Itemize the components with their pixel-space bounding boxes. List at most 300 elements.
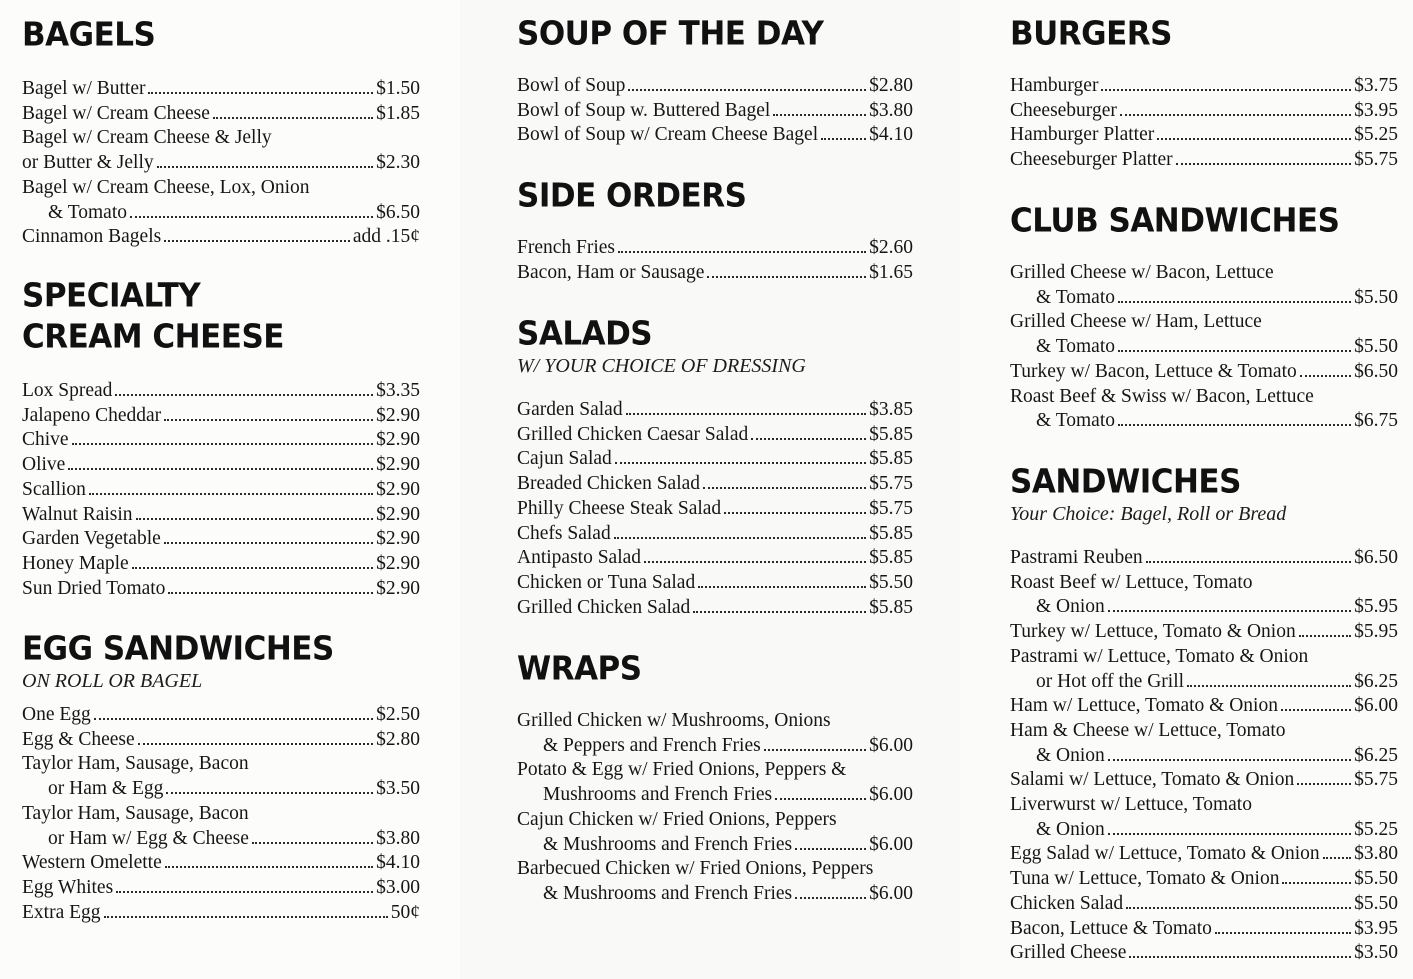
dotted-leader [618, 251, 866, 253]
menu-item-price: $2.90 [376, 429, 420, 451]
menu-item-name: & Tomato [48, 201, 127, 223]
menu-item-name: Antipasto Salad [517, 547, 642, 569]
menu-item-name: & Onion [1036, 744, 1105, 766]
menu-item-row [1010, 744, 1398, 769]
dotted-leader [168, 592, 373, 594]
menu-item-price: $2.90 [376, 404, 420, 426]
menu-item-description: Roast Beef & Swiss w/ Bacon, Lettuce [1010, 385, 1314, 407]
dotted-leader [751, 438, 866, 440]
menu-item-name: Garden Vegetable [22, 528, 161, 550]
menu-item-price: $5.95 [1354, 621, 1398, 643]
dotted-leader [775, 798, 866, 800]
menu-item-row [517, 546, 913, 571]
menu-item-name: Bacon, Lettuce & Tomato [1010, 917, 1212, 939]
menu-item-price: $5.75 [869, 473, 913, 495]
items-list [22, 77, 420, 250]
items-list [22, 379, 420, 601]
menu-item-description: Barbecued Chicken w/ Fried Onions, Peppers [517, 858, 874, 880]
menu-item [517, 74, 913, 99]
dotted-leader [626, 413, 867, 415]
menu-item-name: Bagel w/ Butter [22, 78, 146, 99]
dotted-leader [773, 114, 866, 116]
menu-item-name: Bowl of Soup w/ Cream Cheese Bagel [517, 124, 819, 146]
menu-item-description: Liverwurst w/ Lettuce, Tomato [1010, 794, 1252, 816]
menu-item-name: One Egg [22, 704, 91, 725]
menu-item-row [22, 77, 420, 102]
menu-item-row [1010, 123, 1398, 148]
menu-item-row [22, 102, 420, 127]
menu-item-row [22, 478, 420, 503]
menu-item-price: $5.95 [1354, 596, 1398, 618]
menu-item [22, 478, 420, 503]
menu-item [517, 472, 913, 497]
menu-item-name: Pastrami Reuben [1010, 547, 1143, 568]
menu-item-price: $5.50 [1354, 336, 1398, 358]
dotted-leader [165, 866, 373, 868]
menu-item [517, 546, 913, 571]
menu-item-price: $5.85 [869, 522, 913, 544]
menu-item-row [22, 503, 420, 528]
menu-item [517, 99, 913, 124]
menu-item-row [517, 734, 913, 759]
menu-item-name: Western Omelette [22, 852, 162, 874]
menu-item [1010, 360, 1398, 385]
menu-item-row [517, 522, 913, 547]
dotted-leader [764, 749, 866, 751]
menu-item-row [517, 423, 913, 448]
menu-item-name: French Fries [517, 237, 616, 258]
menu-item-row [22, 453, 420, 478]
menu-item-price: $4.10 [376, 852, 420, 874]
menu-item [22, 404, 420, 429]
dotted-leader [644, 561, 866, 563]
menu-item-name: Bacon, Ham or Sausage [517, 261, 705, 283]
dotted-leader [1101, 89, 1351, 91]
menu-item-row [517, 571, 913, 596]
menu-item-description: Bagel w/ Cream Cheese & Jelly [22, 127, 272, 149]
menu-item-row [22, 577, 420, 602]
menu-item-price: $5.85 [869, 596, 913, 618]
items-list [22, 703, 420, 925]
menu-item-price: $5.85 [869, 423, 913, 445]
dotted-leader [1323, 857, 1351, 859]
menu-item-row [22, 225, 420, 250]
menu-item-name: or Ham w/ Egg & Cheese [48, 827, 249, 849]
items-list [1010, 74, 1398, 173]
menu-item-row [22, 379, 420, 404]
menu-item [22, 901, 420, 926]
dotted-leader [164, 419, 373, 421]
section-bagels [22, 14, 420, 250]
menu-item-row [1010, 842, 1398, 867]
dotted-leader [1297, 783, 1351, 785]
dotted-leader [1126, 907, 1351, 909]
dotted-leader [821, 138, 866, 140]
menu-item-row [1010, 335, 1398, 360]
menu-item-name: Bowl of Soup w. Buttered Bagel [517, 99, 771, 121]
menu-item-price: $2.60 [869, 237, 913, 258]
section-side-orders [517, 175, 913, 285]
dotted-leader [724, 512, 866, 514]
menu-item-price: $5.50 [1354, 892, 1398, 914]
menu-item-price: $3.00 [376, 876, 420, 898]
menu-item-price: $1.65 [869, 261, 913, 283]
items-list [517, 74, 913, 148]
menu-item [1010, 719, 1398, 768]
menu-item-price: $2.90 [376, 552, 420, 574]
section-title-line-2: CREAM CHEESE [22, 318, 284, 356]
items-list [517, 709, 913, 907]
menu-item-row [1010, 694, 1398, 719]
dotted-leader [213, 117, 373, 119]
section-burgers [1010, 13, 1398, 173]
section-sandwiches [1010, 461, 1398, 966]
menu-item-name: or Butter & Jelly [22, 152, 154, 174]
menu-item [1010, 867, 1398, 892]
menu-item-price: $5.85 [869, 547, 913, 569]
dotted-leader [166, 792, 373, 794]
dotted-leader [164, 542, 373, 544]
dotted-leader [795, 897, 866, 899]
menu-item-name: Cajun Salad [517, 448, 612, 470]
section-title: WRAPS [517, 650, 642, 688]
menu-item-price: $6.00 [1354, 695, 1398, 717]
menu-item [22, 379, 420, 404]
menu-item-name: Grilled Chicken Salad [517, 596, 691, 618]
menu-item [1010, 123, 1398, 148]
menu-item-row [1010, 409, 1398, 434]
menu-item-description: Grilled Chicken w/ Mushrooms, Onions [517, 710, 831, 731]
menu-item-row [517, 783, 913, 808]
section-egg-sandwiches [22, 628, 420, 925]
menu-item [1010, 941, 1398, 966]
section-soup-of-the-day [517, 13, 913, 148]
menu-item [22, 527, 420, 552]
menu-item-name: & Peppers and French Fries [543, 734, 761, 756]
menu-item-price: $2.90 [376, 478, 420, 500]
menu-item-price: $6.00 [869, 833, 913, 855]
menu-item [1010, 892, 1398, 917]
menu-item-row [22, 901, 420, 926]
menu-item-row [1010, 148, 1398, 173]
menu-item [22, 503, 420, 528]
items-list [1010, 261, 1398, 434]
menu-item-price: $2.30 [376, 152, 420, 174]
menu-item-name: Olive [22, 454, 66, 476]
menu-item-price: $3.35 [376, 380, 420, 401]
menu-item-row [1010, 546, 1398, 571]
section-specialty-cream-cheese [22, 275, 420, 601]
menu-item [1010, 793, 1398, 842]
menu-item-row [517, 447, 913, 472]
section-title: EGG SANDWICHES [22, 630, 334, 668]
menu-item-name: Bagel w/ Cream Cheese [22, 102, 210, 124]
menu-item-price: 50¢ [390, 901, 420, 923]
menu-item-row [1010, 818, 1398, 843]
menu-item-name: Scallion [22, 478, 86, 500]
menu-item [22, 102, 420, 127]
menu-item [517, 123, 913, 148]
menu-item [517, 497, 913, 522]
menu-item-row [22, 151, 420, 176]
menu-item-row [22, 527, 420, 552]
menu-item-price: $5.75 [1354, 149, 1398, 171]
menu-item-price: $3.95 [1354, 917, 1398, 939]
menu-item-name: Bowl of Soup [517, 75, 626, 96]
section-title: BAGELS [22, 16, 156, 54]
menu-item-row [517, 596, 913, 621]
dotted-leader [698, 586, 866, 588]
menu-item-price: add .15¢ [352, 226, 420, 248]
section-title: CLUB SANDWICHES [1010, 202, 1340, 240]
menu-item-name: Ham w/ Lettuce, Tomato & Onion [1010, 695, 1278, 717]
menu-item-name: Honey Maple [22, 552, 129, 574]
menu-item-price: $2.80 [869, 75, 913, 96]
menu-item-price: $2.90 [376, 577, 420, 599]
menu-item-name: Cheeseburger [1010, 99, 1117, 121]
menu-item-price: $6.00 [869, 734, 913, 756]
menu-item [22, 703, 420, 728]
menu-item-row [517, 236, 913, 261]
dotted-leader [1108, 759, 1351, 761]
menu-item-price: $2.90 [376, 503, 420, 525]
menu-item-row [517, 261, 913, 286]
menu-item [1010, 620, 1398, 645]
menu-item-row [22, 827, 420, 852]
section-subtitle: ON ROLL OR BAGEL [22, 670, 203, 692]
menu-item-price: $5.85 [869, 448, 913, 470]
menu-item [1010, 645, 1398, 694]
menu-item-price: $5.25 [1354, 818, 1398, 840]
menu-item-price: $6.00 [869, 784, 913, 806]
menu-item-price: $5.50 [1354, 868, 1398, 890]
menu-item-price: $6.50 [1354, 547, 1398, 568]
menu-item-row [517, 882, 913, 907]
menu-item-name: Chefs Salad [517, 522, 611, 544]
menu-item-name: & Mushrooms and French Fries [543, 882, 793, 904]
menu-item-row [517, 123, 913, 148]
menu-item-name: Walnut Raisin [22, 503, 133, 525]
menu-item [517, 808, 913, 857]
menu-item-name: Tuna w/ Lettuce, Tomato & Onion [1010, 868, 1280, 890]
menu-item-name: or Hot off the Grill [1036, 670, 1185, 692]
menu-item-price: $3.50 [1354, 942, 1398, 964]
menu-item-name: Mushrooms and French Fries [543, 784, 773, 806]
menu-item-price: $3.80 [869, 99, 913, 121]
menu-item-row [1010, 892, 1398, 917]
dotted-leader [252, 842, 373, 844]
menu-item [1010, 74, 1398, 99]
menu-item-description: Potato & Egg w/ Fried Onions, Peppers & [517, 759, 847, 781]
menu-item-row [1010, 286, 1398, 311]
menu-item [1010, 917, 1398, 942]
dotted-leader [136, 518, 374, 520]
menu-item [1010, 261, 1398, 310]
menu-item-description: Pastrami w/ Lettuce, Tomato & Onion [1010, 645, 1309, 667]
section-title: SANDWICHES [1010, 463, 1241, 501]
menu-item [517, 236, 913, 261]
dotted-leader [1108, 610, 1351, 612]
dotted-leader [1282, 882, 1351, 884]
menu-item-price: $2.80 [376, 728, 420, 750]
menu-item-row [22, 404, 420, 429]
menu-item-price: $6.50 [376, 201, 420, 223]
dotted-leader [1108, 833, 1351, 835]
menu-item-name: Salami w/ Lettuce, Tomato & Onion [1010, 769, 1295, 791]
menu-item [22, 126, 420, 175]
menu-item-name: Turkey w/ Bacon, Lettuce & Tomato [1010, 360, 1297, 382]
menu-item-name: Chicken or Tuna Salad [517, 571, 696, 593]
menu-item [22, 225, 420, 250]
menu-item-name: Jalapeno Cheddar [22, 404, 162, 426]
menu-item-name: Turkey w/ Lettuce, Tomato & Onion [1010, 621, 1296, 643]
dotted-leader [614, 537, 866, 539]
menu-item-price: $5.50 [869, 571, 913, 593]
menu-item-name: & Tomato [1036, 410, 1115, 432]
dotted-leader [1281, 709, 1351, 711]
dotted-leader [157, 166, 374, 168]
menu-item-name: & Mushrooms and French Fries [543, 833, 793, 855]
menu-item [22, 77, 420, 102]
menu-item-row [22, 777, 420, 802]
section-salads [517, 313, 913, 620]
menu-item-row [1010, 595, 1398, 620]
menu-item-row [1010, 768, 1398, 793]
menu-item-price: $2.90 [376, 528, 420, 550]
dotted-leader [94, 718, 373, 720]
menu-item [517, 596, 913, 621]
menu-item-description: Bagel w/ Cream Cheese, Lox, Onion [22, 176, 310, 198]
menu-item-name: Chicken Salad [1010, 892, 1124, 914]
menu-item-price: $4.10 [869, 124, 913, 146]
menu-item [22, 552, 420, 577]
menu-item [22, 428, 420, 453]
menu-item [1010, 571, 1398, 620]
menu-item-name: Egg & Cheese [22, 728, 135, 750]
menu-item [1010, 768, 1398, 793]
menu-item [22, 752, 420, 801]
menu-item-price: $6.25 [1354, 744, 1398, 766]
menu-item-description: Grilled Cheese w/ Ham, Lettuce [1010, 311, 1262, 333]
menu-item-row [22, 428, 420, 453]
dotted-leader [1118, 350, 1351, 352]
menu-item [1010, 546, 1398, 571]
menu-item-row [1010, 99, 1398, 124]
dotted-leader [1120, 114, 1351, 116]
menu-item-price: $2.50 [376, 704, 420, 725]
menu-item [22, 876, 420, 901]
menu-item-row [517, 472, 913, 497]
dotted-leader [1187, 685, 1351, 687]
dotted-leader [115, 394, 373, 396]
menu-item-row [1010, 360, 1398, 385]
dotted-leader [89, 493, 373, 495]
menu-item [517, 522, 913, 547]
menu-item-row [1010, 670, 1398, 695]
dotted-leader [1215, 932, 1351, 934]
dotted-leader [628, 89, 866, 91]
dotted-leader [104, 916, 388, 918]
menu-item-row [1010, 941, 1398, 966]
dotted-leader [1176, 163, 1351, 165]
menu-item-name: & Tomato [1036, 286, 1115, 308]
menu-item-name: Egg Whites [22, 876, 114, 898]
menu-item-name: Cheeseburger Platter [1010, 149, 1173, 171]
dotted-leader [1146, 561, 1351, 563]
menu-item-price: $6.25 [1354, 670, 1398, 692]
menu-item [22, 728, 420, 753]
menu-item-row [22, 552, 420, 577]
menu-item [517, 571, 913, 596]
dotted-leader [138, 743, 373, 745]
menu-item-row [22, 876, 420, 901]
menu-item-name: & Tomato [1036, 336, 1115, 358]
menu-item-row [517, 74, 913, 99]
dotted-leader [693, 611, 866, 613]
menu-item-row [1010, 620, 1398, 645]
menu-item-row [22, 201, 420, 226]
menu-item [517, 709, 913, 758]
dotted-leader [1157, 138, 1351, 140]
items-list [517, 398, 913, 620]
dotted-leader [615, 462, 866, 464]
menu-item [517, 261, 913, 286]
menu-item [517, 857, 913, 906]
menu-item-name: Extra Egg [22, 901, 101, 923]
menu-item-description: Taylor Ham, Sausage, Bacon [22, 802, 249, 824]
menu-item-price: $5.25 [1354, 124, 1398, 146]
dotted-leader [1129, 956, 1351, 958]
menu-item-row [22, 851, 420, 876]
menu-item-name: Breaded Chicken Salad [517, 473, 701, 495]
menu-item [22, 802, 420, 851]
menu-item-name: Cinnamon Bagels [22, 226, 162, 248]
menu-item-price: $5.75 [1354, 769, 1398, 791]
dotted-leader [148, 92, 373, 94]
menu-item-name: Grilled Chicken Caesar Salad [517, 423, 749, 445]
menu-item-description: Cajun Chicken w/ Fried Onions, Peppers [517, 808, 837, 830]
menu-item-row [517, 99, 913, 124]
menu-item-price: $1.50 [376, 78, 420, 99]
menu-item-description: Ham & Cheese w/ Lettuce, Tomato [1010, 719, 1286, 741]
menu-item-price: $6.50 [1354, 360, 1398, 382]
dotted-leader [707, 276, 866, 278]
menu-item [22, 453, 420, 478]
dotted-leader [72, 443, 374, 445]
menu-item-row [22, 703, 420, 728]
dotted-leader [132, 567, 373, 569]
menu-item-price: $6.75 [1354, 410, 1398, 432]
menu-item [1010, 310, 1398, 359]
items-list [517, 236, 913, 285]
section-wraps [517, 648, 913, 907]
menu-item-row [1010, 74, 1398, 99]
section-club-sandwiches [1010, 200, 1398, 434]
menu-item-row [1010, 917, 1398, 942]
section-title: SIDE ORDERS [517, 177, 747, 215]
menu-item-price: $1.85 [376, 102, 420, 124]
menu-item-description: Roast Beef w/ Lettuce, Tomato [1010, 571, 1253, 593]
dotted-leader [68, 468, 373, 470]
menu-item [1010, 842, 1398, 867]
menu-item-price: $3.85 [869, 399, 913, 420]
section-title: SALADS [517, 315, 653, 353]
dotted-leader [1300, 375, 1351, 377]
menu-item [1010, 385, 1398, 434]
menu-item-name: Philly Cheese Steak Salad [517, 497, 722, 519]
menu-item-row [22, 728, 420, 753]
menu-item-price: $3.95 [1354, 99, 1398, 121]
